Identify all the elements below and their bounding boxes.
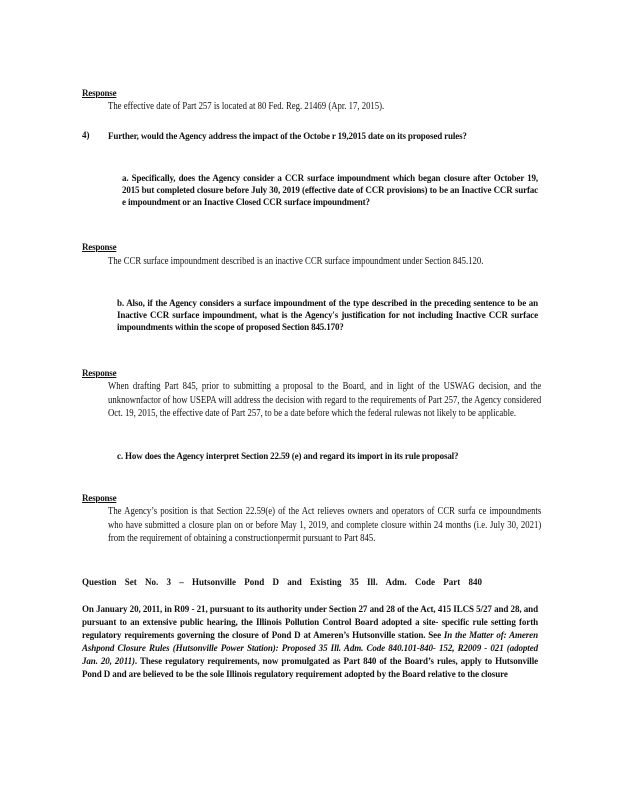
body-paragraph [82,603,538,681]
question-number: 4) [82,130,90,140]
response-label: Response [82,242,117,252]
response-text: The Agency’s position is that Section 22.59(e) of the Act relieves owners and operators of CCR surfa ce impoundments who have submitted a closure plan on or before May 1, 2019, and complete closure within 24 months (i.e. July 30, 2021) from the requirement of obtaining a constructionpermit pursuant to Part 845. [108,506,542,544]
response-text: When drafting Part 845, prior to submitting a proposal to the Board, and in light of the USWAG decision, and the unknownfactor of how USEPA will address the decision with regard to the requirements of Part 257, the Agency considered Oct. 19, 2015, the effective date of Part 257, to be a date before which the federal rulewas not likely to be applicable. [108,381,542,419]
case-citation: In the Matter of: Ameren Ashpond Closure Rules (Hutsonville Power Station): Proposed 35 Ill. Adm. Code 840.101-840- 152, R2009 - 021 (adopted Jan. 20, 2011) [82,630,538,666]
paragraph-text: On January 20, 2011, in R09 - 21, pursuant to its authority under Section 27 and 28 of the Act, 415 ILCS 5/27 and 28, and pursuant to an extensive public hearing, the Illinois Pollution Control Board adopted a site- specific rule setting forth regulatory requirements governing the closure of Pond D at Ameren’s Hutsonville station. See [82,604,538,640]
response-text: The effective date of Part 257 is located at 80 Fed. Reg. 21469 (Apr. 17, 2015). [108,101,385,112]
response-text: The CCR surface impoundment described is an inactive CCR surface impoundment under Section 845.120. [108,256,484,267]
question-text: Further, would the Agency address the impact of the Octobe r 19,2015 date on its proposed rules? [108,131,467,141]
sub-question-b: b. Also, if the Agency considers a surface impoundment of the type described in the preceding sentence to be an Inactive CCR surface impoundment, what is the Agency's justification for not including Inactive CCR surface impoundments within the scope of proposed Section 845.170? [117,298,538,332]
sub-question-a: a. Specifically, does the Agency consider a CCR surface impoundment which began closure after October 19, 2015 but completed closure before July 30, 2019 (effective date of CCR provisions) to be an Inactive CCR surfac e impoundment or an Inactive Closed CCR surface impoundment? [122,173,538,207]
sub-question-c: c. How does the Agency interpret Section 22.59 (e) and regard its import in its rule proposal? [117,451,459,461]
response-label: Response [82,88,117,98]
section-heading: Question Set No. 3 – Hutsonville Pond D and Existing 35 Ill. Adm. Code Part 840 [82,577,483,587]
response-label: Response [82,368,117,378]
response-label: Response [82,493,117,503]
paragraph-text: . These regulatory requirements, now promulgated as Part 840 of the Board’s rules, apply to Hutsonville Pond D and are believed to be the sole Illinois regulatory requirement adopted by the Board relative to the closure [82,656,538,679]
